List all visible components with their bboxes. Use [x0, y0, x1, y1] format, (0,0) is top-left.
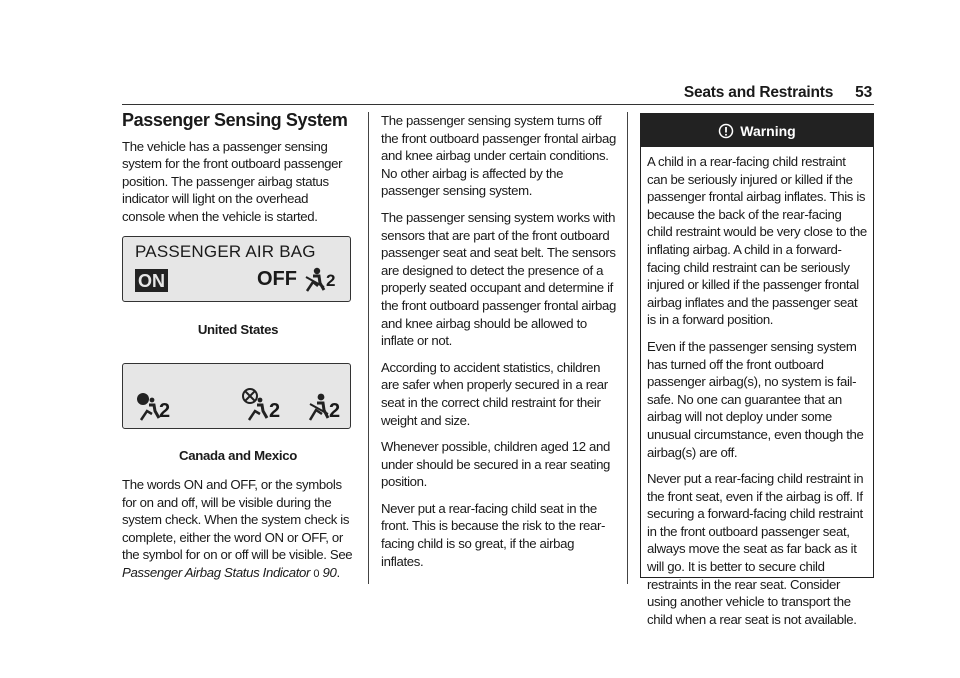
seat-number: 2	[326, 271, 336, 290]
outro-paragraph	[122, 476, 354, 584]
intro-paragraph: The vehicle has a passenger sensing system for the front outboard passenger position. The passenger airbag status indicator will light on the overhead console when the vehicle is started.	[122, 138, 343, 224]
canada-mexico-airbag-display	[122, 363, 351, 429]
passenger-seat-icon	[307, 392, 331, 422]
warning-paragraph: Never put a rear-facing child restraint in the front seat, even if the airbag is off. If securing a forward-facing child restraint in the front outboard passenger seat, always move the seat as far back as it will go. It is better to secure child restraints in the rear seat. Consider using another vehicle to transport the child when a rear seat is not available.	[647, 471, 864, 627]
page-ref-arrow: 0	[313, 567, 320, 580]
col2-paragraph: The passenger sensing system works with sensors that are part of the front outboard passenger seat and seat belt. The sensors are designed to detect the presence of a properly seated occupant and determine if the front outboard passenger frontal airbag and knee airbag should be allowed to inflate or not.	[381, 209, 616, 349]
outro-text: The words ON and OFF, or the symbols for on and off, will be visible during the system check. When the system check is complete, either the word ON or OFF, or the symbol for on or off will be visible. See	[122, 477, 353, 563]
warning-title: Warning	[740, 122, 796, 139]
column-1	[122, 112, 354, 235]
caption-canada-mexico: Canada and Mexico	[178, 448, 298, 463]
col2-paragraph: Whenever possible, children aged 12 and under should be secured in a rear seating position.	[381, 439, 611, 490]
page-number: 53	[855, 84, 872, 101]
page-ref-number[interactable]: 90	[322, 564, 337, 580]
column-divider-1	[368, 112, 369, 584]
seat-number: 2	[159, 400, 171, 422]
section-heading: Passenger Sensing System	[122, 110, 348, 130]
header-divider	[122, 104, 874, 105]
warning-box	[640, 113, 874, 627]
airbag-off-seat-icon	[304, 267, 326, 293]
col2-paragraph: According to accident statistics, children are safer when properly secured in a rear seat in the correct child restraint for their weight and size.	[381, 359, 608, 428]
warning-paragraph: Even if the passenger sensing system has turned off the front outboard passenger airbag(s), no system is fail-safe. No one can guarantee that an airbag will not deploy under some unusual circumstance, even though the airbag(s) are off.	[647, 338, 864, 460]
column-divider-2	[627, 112, 628, 584]
seat-number: 2	[329, 400, 341, 422]
section-title: Seats and Restraints	[683, 84, 834, 101]
warning-header	[641, 114, 873, 147]
cross-reference-link[interactable]: Passenger Airbag Status Indicator	[122, 564, 311, 580]
seat-number: 2	[269, 400, 281, 422]
col2-paragraph: The passenger sensing system turns off the front outboard passenger frontal airbag and knee airbag under certain conditions. No other airbag is affected by the passenger sensing system.	[381, 113, 616, 199]
outro-end: .	[336, 564, 340, 580]
warning-paragraph: A child in a rear-facing child restraint can be seriously injured or killed if the passenger frontal airbag inflates. This is because the back of the rear-facing child restraint would be very close to the inflating airbag. A child in a forward-facing child restraint can be seriously injured or killed if the passenger frontal airbag inflates and the passenger seat is in a forward position.	[647, 154, 867, 328]
display-label: PASSENGER AIR BAG	[135, 242, 316, 261]
column-2	[381, 112, 617, 579]
airbag-off-icon	[241, 386, 271, 422]
warning-icon	[718, 123, 734, 139]
airbag-on-icon	[135, 392, 161, 422]
on-indicator: ON	[135, 269, 168, 292]
col2-paragraph: Never put a rear-facing child seat in the front. This is because the risk to the rear-facing child is so great, if the airbag inflates.	[381, 500, 606, 569]
off-indicator: OFF	[257, 268, 297, 290]
us-airbag-display	[122, 236, 351, 302]
caption-united-states: United States	[197, 322, 279, 337]
page-header	[684, 84, 872, 102]
warning-body	[641, 147, 873, 628]
